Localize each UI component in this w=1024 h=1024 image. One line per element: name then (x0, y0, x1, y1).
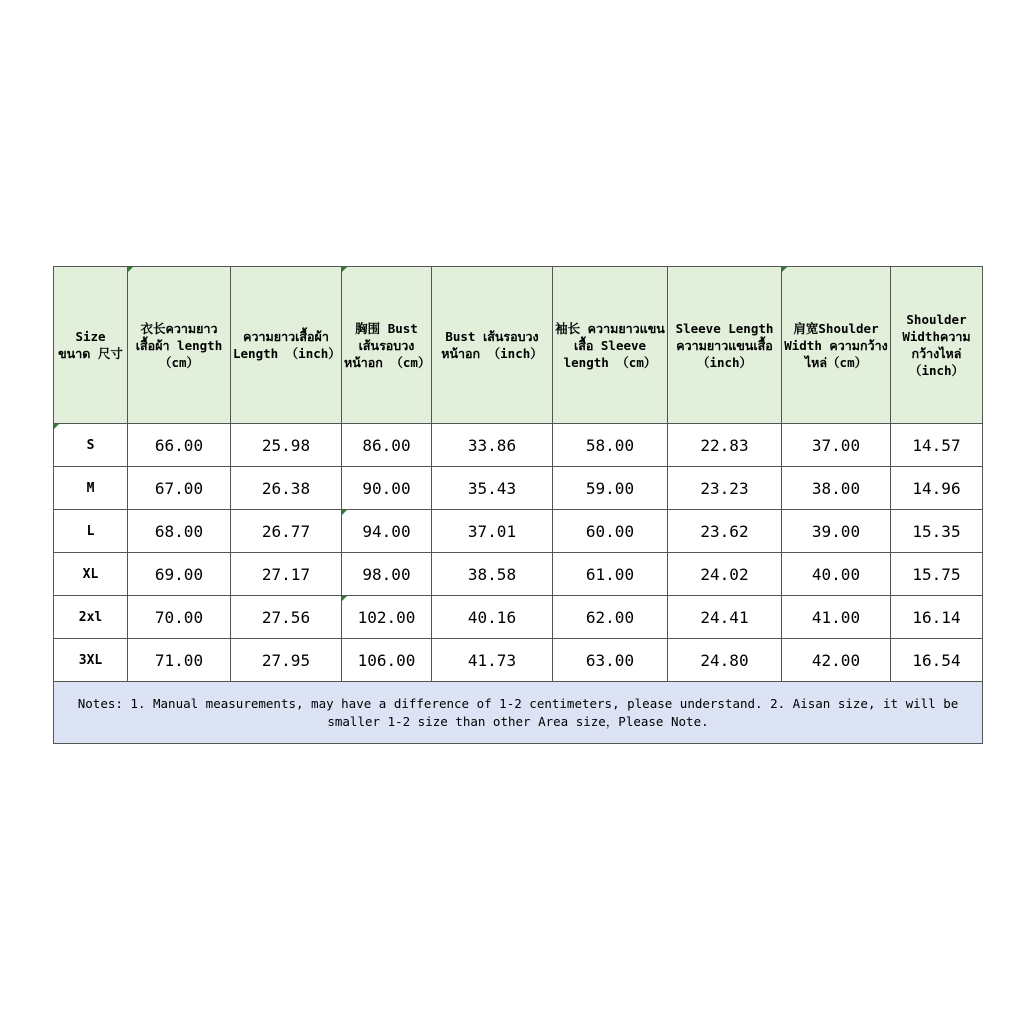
header-cell-sleeve-inch (668, 267, 782, 424)
value-cell: 86.00 (342, 424, 432, 467)
header-cell-shoulder-inch (891, 267, 983, 424)
value-cell: 40.16 (432, 596, 553, 639)
value-cell: 33.86 (432, 424, 553, 467)
value-cell: 24.80 (668, 639, 782, 682)
cell-corner-marker (54, 424, 59, 429)
notes-row (54, 682, 983, 744)
table-row (54, 510, 983, 553)
value-cell: 25.98 (231, 424, 342, 467)
size-chart-container (53, 266, 982, 744)
value-cell: 69.00 (128, 553, 231, 596)
value-cell: 22.83 (668, 424, 782, 467)
size-chart-table (53, 266, 983, 744)
value-cell: 24.02 (668, 553, 782, 596)
table-row (54, 639, 983, 682)
value-cell: 70.00 (128, 596, 231, 639)
value-cell: 16.54 (891, 639, 983, 682)
value-cell: 71.00 (128, 639, 231, 682)
value-cell: 67.00 (128, 467, 231, 510)
value-cell: 41.00 (782, 596, 891, 639)
value-cell: 68.00 (128, 510, 231, 553)
value-cell (342, 596, 432, 639)
header-label: Shoulder Widthความกว้างไหล่ （inch） (902, 312, 971, 378)
header-label: 胸围 Bust เส้นรอบวงหน้าอก （cm） (344, 320, 431, 370)
cell-corner-marker (128, 267, 133, 272)
value-cell: 60.00 (553, 510, 668, 553)
header-label: 肩宽Shoulder Width ความกว้างไหล่（cm） (784, 320, 888, 370)
value-cell: 16.14 (891, 596, 983, 639)
value-cell: 106.00 (342, 639, 432, 682)
value-cell: 59.00 (553, 467, 668, 510)
table-row (54, 467, 983, 510)
size-cell: 2xl (54, 596, 128, 639)
value-cell: 58.00 (553, 424, 668, 467)
value-cell: 23.23 (668, 467, 782, 510)
notes-cell: Notes: 1. Manual measurements, may have a difference of 1-2 centimeters, please understand. 2. Aisan size, it will be smaller 1-2 size than other Area size，Please Note. (54, 682, 983, 744)
header-cell-shoulder-cm (782, 267, 891, 424)
value-cell: 41.73 (432, 639, 553, 682)
value-cell (342, 510, 432, 553)
value-cell: 14.57 (891, 424, 983, 467)
value-cell: 27.56 (231, 596, 342, 639)
header-cell-sleeve-cm (553, 267, 668, 424)
value-cell: 24.41 (668, 596, 782, 639)
value-cell: 14.96 (891, 467, 983, 510)
value-cell: 62.00 (553, 596, 668, 639)
header-cell-length-cm (128, 267, 231, 424)
size-cell: M (54, 467, 128, 510)
value-cell: 38.00 (782, 467, 891, 510)
value-cell: 40.00 (782, 553, 891, 596)
header-cell-size (54, 267, 128, 424)
value-cell: 37.01 (432, 510, 553, 553)
size-cell (54, 424, 128, 467)
value-cell: 63.00 (553, 639, 668, 682)
value-cell: 39.00 (782, 510, 891, 553)
size-cell: 3XL (54, 639, 128, 682)
size-cell: L (54, 510, 128, 553)
value-cell: 15.35 (891, 510, 983, 553)
cell-corner-marker (342, 596, 347, 601)
header-cell-length-inch (231, 267, 342, 424)
value-cell: 15.75 (891, 553, 983, 596)
size-label: S (86, 437, 95, 453)
header-label: Bust เส้นรอบวงหน้าอก （inch） (441, 329, 543, 361)
value-cell: 27.95 (231, 639, 342, 682)
value-text: 102.00 (357, 607, 416, 627)
table-row (54, 553, 983, 596)
value-cell: 98.00 (342, 553, 432, 596)
size-cell: XL (54, 553, 128, 596)
value-cell: 27.17 (231, 553, 342, 596)
value-cell: 37.00 (782, 424, 891, 467)
header-label: Size ขนาด 尺寸 (58, 329, 123, 361)
cell-corner-marker (342, 267, 347, 272)
value-cell: 38.58 (432, 553, 553, 596)
value-text: 94.00 (362, 521, 411, 541)
value-cell: 26.77 (231, 510, 342, 553)
header-label: Sleeve Length ความยาวแขนเสื้อ （inch） (675, 320, 774, 370)
cell-corner-marker (342, 510, 347, 515)
value-cell: 26.38 (231, 467, 342, 510)
header-label: 衣长ความยาวเสื้อผ้า length （cm） (135, 320, 223, 370)
table-row (54, 424, 983, 467)
value-cell: 23.62 (668, 510, 782, 553)
header-cell-bust-inch (432, 267, 553, 424)
header-cell-bust-cm (342, 267, 432, 424)
value-cell: 61.00 (553, 553, 668, 596)
cell-corner-marker (782, 267, 787, 272)
header-label: 袖长 ความยาวแขนเสื้อ Sleeve length （cm） (555, 320, 665, 370)
header-label: ความยาวเสื้อผ้า Length （inch） (233, 329, 341, 361)
value-cell: 66.00 (128, 424, 231, 467)
value-cell: 35.43 (432, 467, 553, 510)
value-cell: 42.00 (782, 639, 891, 682)
header-row (54, 267, 983, 424)
table-row (54, 596, 983, 639)
value-cell: 90.00 (342, 467, 432, 510)
